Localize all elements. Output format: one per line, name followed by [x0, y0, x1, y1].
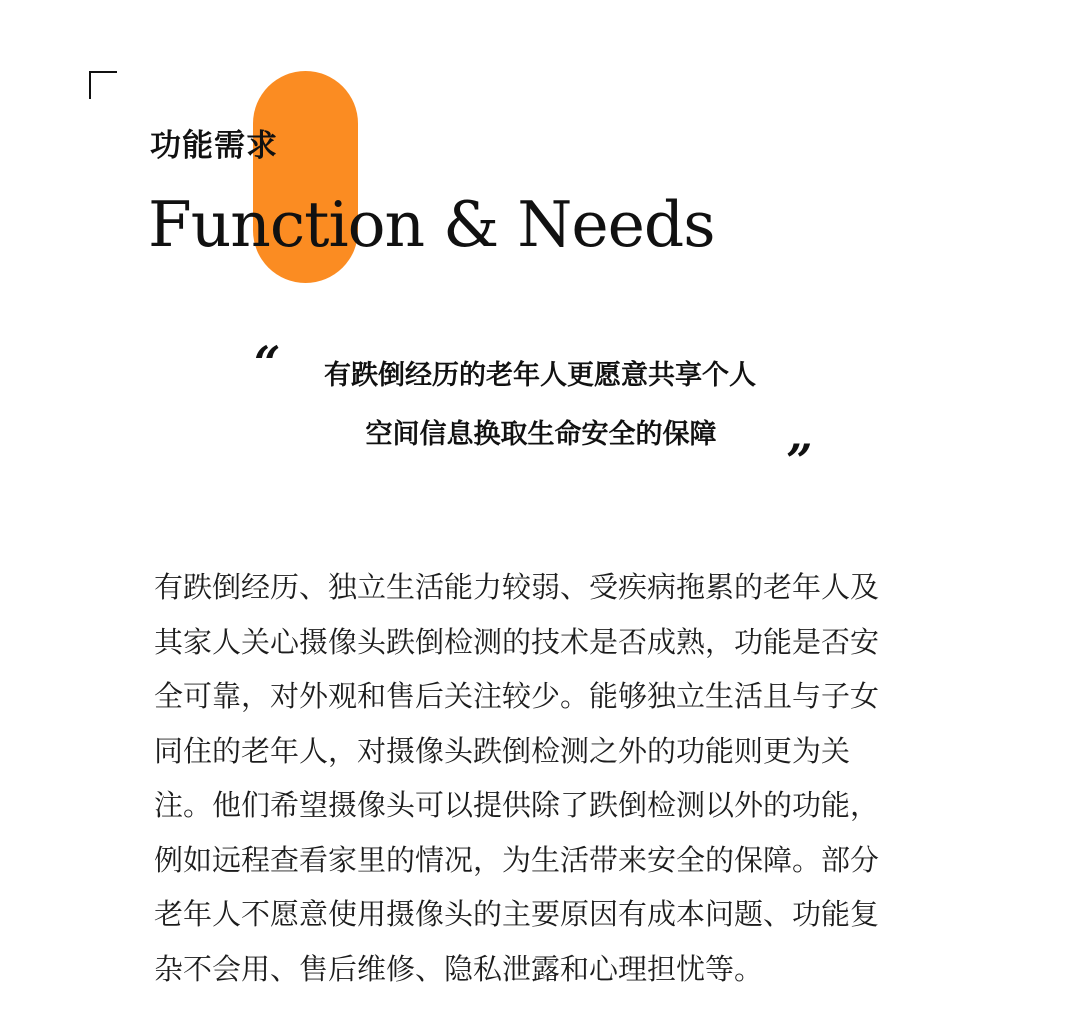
- body-line: 例如远程查看家里的情况，为生活带来安全的保障。部分: [154, 842, 880, 877]
- body-line: 其家人关心摄像头跌倒检测的技术是否成熟，功能是否安: [154, 624, 880, 659]
- corner-bracket-mark: [89, 71, 117, 99]
- section-title-cn: 功能需求: [150, 128, 278, 164]
- open-quote-mark: “: [254, 336, 281, 390]
- body-line: 注。他们希望摄像头可以提供除了跌倒检测以外的功能，: [154, 788, 880, 822]
- close-quote-mark: ”: [786, 434, 813, 488]
- body-line: 老年人不愿意使用摄像头的主要原因有成本问题、功能复: [154, 897, 880, 931]
- section-title-en: Function & Needs: [148, 188, 715, 261]
- quote-line-1: 有跌倒经历的老年人更愿意共享个人: [324, 360, 756, 391]
- body-line: 有跌倒经历、独立生活能力较弱、受疾病拖累的老年人及: [154, 570, 880, 604]
- body-paragraph: [154, 560, 934, 996]
- body-line: 杂不会用、售后维修、隐私泄露和心理担忧等。: [154, 951, 764, 986]
- body-line: 同住的老年人，对摄像头跌倒检测之外的功能则更为关: [154, 733, 851, 768]
- quote-line-2: 空间信息换取生命安全的保障: [365, 419, 717, 450]
- body-line: 全可靠，对外观和售后关注较少。能够独立生活且与子女: [154, 679, 880, 713]
